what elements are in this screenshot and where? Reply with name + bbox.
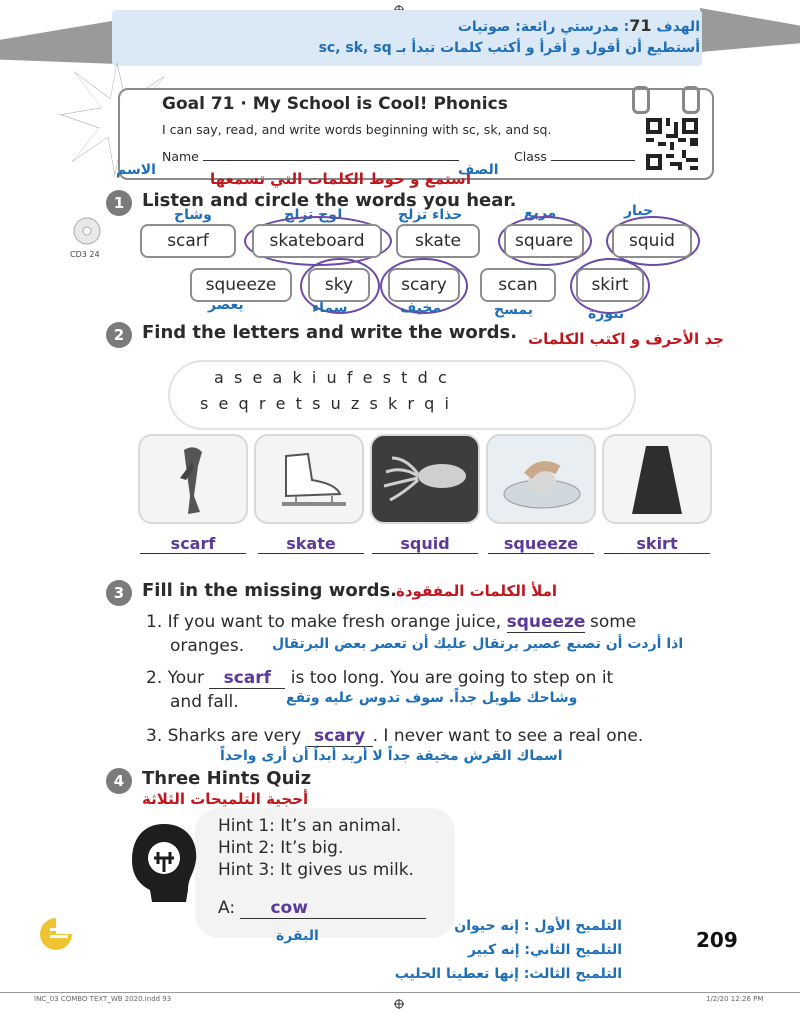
word-box-skateboard[interactable]: skateboard — [252, 224, 382, 258]
arabic-word-sky: سماء — [312, 300, 348, 316]
section2-title: Find the letters and write the words. — [142, 322, 518, 343]
goal-title: Goal 71 · My School is Cool! Phonics — [162, 94, 508, 114]
arabic-question-2: وشاحك طويل جداً. سوف تدوس عليه وتقع — [286, 690, 578, 706]
arabic-section4-title: أحجية التلميحات الثلاثة — [142, 790, 309, 808]
word-box-scarf[interactable]: scarf — [140, 224, 236, 258]
arabic-goal-instruction: أستطيع أن أقول و أقرأ و أكتب كلمات تبدأ بـ — [396, 40, 700, 56]
decorative-band-right — [700, 8, 800, 52]
word-box-scary[interactable]: scary — [388, 268, 460, 302]
section4-title: Three Hints Quiz — [142, 768, 312, 789]
word-box-squeeze[interactable]: squeeze — [190, 268, 292, 302]
footer-file-label: INC_03 COMBO TEXT_WB 2020.indd 93 — [34, 995, 172, 1003]
skirt-image — [602, 434, 712, 524]
publisher-logo-icon — [36, 914, 76, 954]
answer-blank[interactable]: squeeze — [506, 612, 586, 632]
arabic-hint-3: التلميح الثالث: إنها تعطينا الحليب — [394, 966, 622, 982]
section3-title: Fill in the missing words. — [142, 580, 398, 601]
answer-skirt[interactable]: skirt — [604, 534, 710, 554]
arabic-section3-instruction: املأ الكلمات المفقودة — [396, 582, 558, 600]
arabic-goal-line2 — [319, 40, 700, 56]
word-box-squid[interactable]: squid — [612, 224, 692, 258]
skate-image — [254, 434, 364, 524]
arabic-word-scarf: وشاح — [174, 207, 212, 223]
name-label: Name — [162, 149, 199, 164]
arabic-word-scan: يمسح — [494, 302, 533, 318]
cd-icon — [72, 216, 102, 246]
quiz-answer — [218, 898, 426, 919]
paper-clip-icon — [632, 86, 650, 114]
question-text: Sharks are very — [167, 726, 302, 746]
question-text: If you want to make fresh orange juice, — [167, 612, 502, 632]
arabic-goal-label: الهدف — [656, 19, 700, 35]
arabic-hint-1: التلميح الأول : إنه حيوان — [454, 918, 622, 934]
name-line — [203, 148, 459, 161]
hint-1: Hint 1: It’s an animal. — [218, 816, 402, 836]
class-field — [514, 148, 635, 164]
word-box-square[interactable]: square — [504, 224, 584, 258]
arabic-question-3: اسماك القرش مخيفة جداً لا أريد أبداً أن أرى واحداً — [220, 748, 563, 764]
cd-track-label: CD3 24 — [70, 250, 100, 259]
class-label: Class — [514, 149, 547, 164]
page-number: 209 — [696, 928, 738, 952]
question-text: Your — [167, 668, 204, 688]
word-box-skirt[interactable]: skirt — [576, 268, 644, 302]
arabic-question-1: اذا أردت أن تصنع عصير برتقال عليك أن تعصر بعض البرتقال — [272, 636, 684, 652]
letter-row: s e q r e t s u z s k r q i — [200, 394, 449, 413]
arabic-goal-heading — [458, 16, 700, 35]
arabic-class-label: الصف — [458, 162, 499, 178]
footer-timestamp: 1/2/20 12:26 PM — [706, 995, 764, 1003]
question-text: . I never want to see a real one. — [372, 726, 644, 746]
arabic-word-skateboard: لوح تزلج — [284, 207, 343, 223]
answer-skate[interactable]: skate — [258, 534, 364, 554]
section-number: 2 — [106, 322, 132, 348]
hint-3: Hint 3: It gives us milk. — [218, 860, 414, 880]
decorative-band-left — [0, 20, 118, 64]
arabic-word-square: مربع — [524, 205, 557, 221]
word-box-sky[interactable]: sky — [308, 268, 370, 302]
answer-squeeze[interactable]: squeeze — [488, 534, 594, 554]
question-1 — [146, 612, 636, 633]
section-number: 4 — [106, 768, 132, 794]
answer-blank[interactable]: scary — [307, 726, 373, 747]
question-3 — [146, 726, 643, 747]
footer-rule — [0, 992, 800, 993]
arabic-name-label: الاسم — [116, 162, 156, 178]
section-number: 1 — [106, 190, 132, 216]
arabic-word-scary: مخيف — [400, 300, 442, 316]
answer-squid[interactable]: squid — [372, 534, 478, 554]
section1-title: Listen and circle the words you hear. — [142, 190, 517, 211]
question-1-line2: oranges. — [170, 636, 245, 656]
question-text: is too long. You are going to step on it — [290, 668, 614, 688]
question-number: 1. — [146, 612, 163, 632]
class-line — [551, 148, 635, 161]
word-box-scan[interactable]: scan — [480, 268, 556, 302]
thinking-head-icon — [128, 820, 200, 904]
hint-2: Hint 2: It’s big. — [218, 838, 344, 858]
paper-clip-icon — [682, 86, 700, 114]
arabic-word-skirt: تنورة — [588, 306, 625, 322]
arabic-goal-text: : مدرستي رائعة: صوتيات — [457, 19, 630, 35]
answer-blank[interactable]: cow — [240, 898, 426, 919]
arabic-goal-letters: sc, sk, sq — [318, 40, 392, 56]
answer-blank[interactable]: scarf — [209, 668, 285, 689]
scarf-image — [138, 434, 248, 524]
word-box-skate[interactable]: skate — [396, 224, 480, 258]
letter-row: a s e a k i u f e s t d c — [214, 368, 447, 387]
goal-subtitle: I can say, read, and write words beginning with sc, sk, and sq. — [162, 122, 552, 137]
arabic-word-squeeze: يعصر — [208, 297, 244, 313]
qr-code-icon — [646, 118, 698, 170]
squeeze-image — [486, 434, 596, 524]
arabic-word-skate: حذاء تزلج — [398, 207, 463, 223]
registration-mark-icon — [394, 0, 404, 10]
arabic-section2-instruction: جد الأحرف و اكتب الكلمات — [528, 330, 724, 348]
arabic-word-squid: حبار — [624, 203, 654, 219]
section-number: 3 — [106, 580, 132, 606]
name-field — [162, 148, 459, 164]
answer-scarf[interactable]: scarf — [140, 534, 246, 554]
goal-number: 71 — [629, 16, 652, 35]
question-number: 3. — [146, 726, 163, 746]
arabic-hint-2: التلميح الثاني: إنه كبير — [467, 942, 622, 958]
registration-mark-icon — [394, 994, 404, 1004]
question-2 — [146, 668, 613, 689]
question-text: some — [589, 612, 637, 632]
question-2-line2: and fall. — [170, 692, 239, 712]
squid-image — [370, 434, 480, 524]
arabic-section1-instruction: استمع و حوط الكلمات التي تسمعها — [210, 170, 471, 188]
answer-label: A: — [218, 898, 236, 918]
arabic-answer: البقرة — [276, 928, 319, 944]
question-number: 2. — [146, 668, 163, 688]
